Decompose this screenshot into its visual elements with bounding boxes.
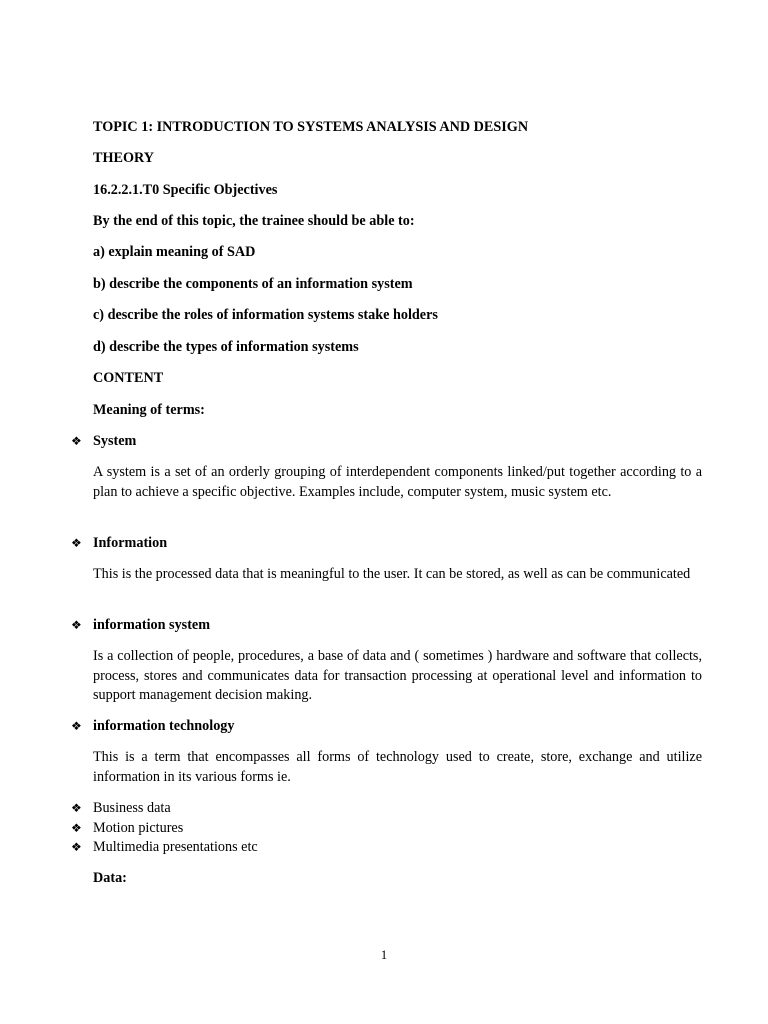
term-heading: information system bbox=[93, 617, 211, 633]
term-heading: information technology bbox=[93, 718, 235, 734]
objective-item: d) describe the types of information systems bbox=[93, 339, 359, 355]
diamond-bullet-icon: ❖ bbox=[71, 618, 82, 632]
term-definition: This is a term that encompasses all forms of technology used to create, store, exchange and utilize information in its various forms ie. bbox=[93, 749, 702, 785]
content-heading: CONTENT bbox=[93, 370, 164, 386]
objective-item: a) explain meaning of SAD bbox=[93, 244, 256, 260]
list-item: Business data bbox=[93, 800, 171, 816]
theory-heading: THEORY bbox=[93, 150, 154, 166]
diamond-bullet-icon: ❖ bbox=[71, 801, 82, 815]
objectives-intro: By the end of this topic, the trainee should be able to: bbox=[93, 213, 415, 229]
diamond-bullet-icon: ❖ bbox=[71, 719, 82, 733]
diamond-bullet-icon: ❖ bbox=[71, 821, 82, 835]
term-definition: A system is a set of an orderly grouping of interdependent components linked/put together according to a plan to achieve a specific objective. Examples include, computer system, music system etc. bbox=[93, 464, 702, 500]
list-item: Motion pictures bbox=[93, 820, 184, 836]
objective-item: c) describe the roles of information systems stake holders bbox=[93, 307, 438, 323]
page-title: TOPIC 1: INTRODUCTION TO SYSTEMS ANALYSIS AND DESIGN bbox=[93, 119, 529, 135]
term-heading: System bbox=[93, 433, 137, 449]
terms-heading: Meaning of terms: bbox=[93, 402, 205, 418]
diamond-bullet-icon: ❖ bbox=[71, 840, 82, 854]
term-definition: This is the processed data that is meaningful to the user. It can be stored, as well as can be communicated bbox=[93, 566, 691, 582]
term-definition: Is a collection of people, procedures, a base of data and ( sometimes ) hardware and software that collects, process, stores and communicates data for transaction processing at operational level and information to support management decision making. bbox=[93, 648, 702, 704]
term-heading: Information bbox=[93, 535, 168, 551]
objective-item: b) describe the components of an information system bbox=[93, 276, 413, 292]
objectives-heading: 16.2.2.1.T0 Specific Objectives bbox=[93, 182, 278, 198]
data-heading: Data: bbox=[93, 870, 127, 886]
page-number: 1 bbox=[380, 948, 388, 962]
list-item: Multimedia presentations etc bbox=[93, 839, 258, 855]
diamond-bullet-icon: ❖ bbox=[71, 536, 82, 550]
diamond-bullet-icon: ❖ bbox=[71, 434, 82, 448]
